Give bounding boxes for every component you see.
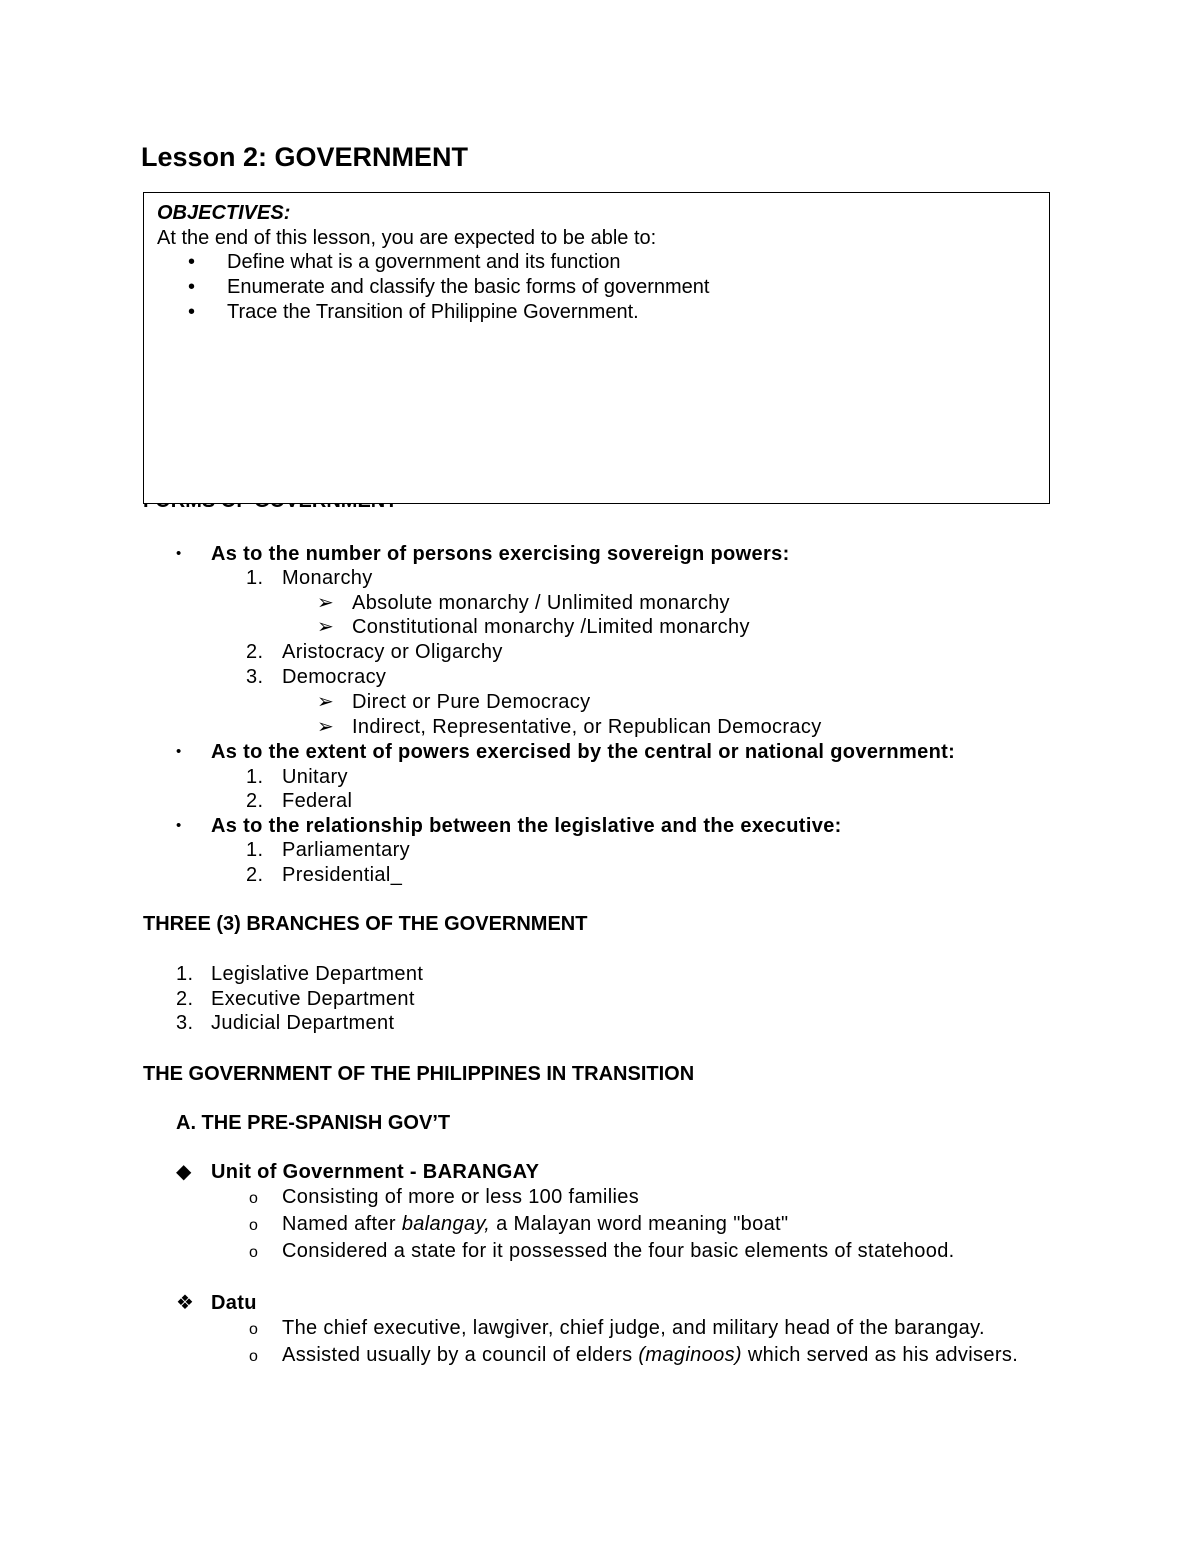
barangay-item: Considered a state for it possessed the four basic elements of statehood. bbox=[282, 1240, 955, 1262]
four-diamond-bullet-icon: ❖ bbox=[176, 1292, 194, 1314]
list-item: Aristocracy or Oligarchy bbox=[282, 641, 503, 663]
arrowhead-icon: ➢ bbox=[317, 592, 334, 614]
bullet-dot-icon: • bbox=[188, 251, 196, 273]
objectives-heading: OBJECTIVES: bbox=[157, 202, 291, 224]
list-item: Legislative Department bbox=[211, 963, 424, 985]
datu-item: The chief executive, lawgiver, chief judge, and military head of the barangay. bbox=[282, 1317, 985, 1339]
objective-item: Trace the Transition of Philippine Government. bbox=[227, 301, 639, 323]
circle-bullet-icon: o bbox=[249, 1348, 258, 1365]
list-item: Executive Department bbox=[211, 988, 415, 1010]
maginoos-word: (maginoos) bbox=[638, 1344, 742, 1366]
barangay-item: Consisting of more or less 100 families bbox=[282, 1186, 640, 1208]
list-item: Unitary bbox=[282, 766, 348, 788]
list-number: 2. bbox=[246, 864, 264, 886]
objective-item: Define what is a government and its function bbox=[227, 251, 621, 273]
list-number: 2. bbox=[246, 790, 264, 812]
bullet-dot-icon: • bbox=[176, 545, 182, 562]
arrowhead-icon: ➢ bbox=[317, 616, 334, 638]
barangay-label: Unit of Government - BARANGAY bbox=[211, 1161, 540, 1183]
list-number: 3. bbox=[246, 666, 264, 688]
datu-item: Assisted usually by a council of elders (maginoos) which served as his advisers. bbox=[282, 1344, 1019, 1366]
circle-bullet-icon: o bbox=[249, 1217, 258, 1234]
list-item: Monarchy bbox=[282, 567, 373, 589]
list-item: Democracy bbox=[282, 666, 387, 688]
arrowhead-icon: ➢ bbox=[317, 691, 334, 713]
list-item: Judicial Department bbox=[211, 1012, 395, 1034]
sub-item: Indirect, Representative, or Republican Democracy bbox=[352, 716, 822, 738]
diamond-bullet-icon: ◆ bbox=[176, 1161, 192, 1183]
list-number: 2. bbox=[176, 988, 194, 1010]
bullet-dot-icon: • bbox=[188, 301, 196, 323]
list-item: Presidential_ bbox=[282, 864, 403, 886]
bullet-dot-icon: • bbox=[188, 276, 196, 298]
list-number: 1. bbox=[246, 839, 264, 861]
list-number: 1. bbox=[176, 963, 194, 985]
sub-item: Absolute monarchy / Unlimited monarchy bbox=[352, 592, 730, 614]
arrowhead-icon: ➢ bbox=[317, 716, 334, 738]
objectives-intro: At the end of this lesson, you are expected to be able to: bbox=[157, 227, 657, 249]
barangay-item: Named after balangay, a Malayan word meaning "boat" bbox=[282, 1213, 789, 1235]
list-number: 2. bbox=[246, 641, 264, 663]
circle-bullet-icon: o bbox=[249, 1244, 258, 1261]
list-number: 1. bbox=[246, 766, 264, 788]
barangay-word: balangay, bbox=[401, 1213, 491, 1235]
circle-bullet-icon: o bbox=[249, 1321, 258, 1338]
bullet-dot-icon: • bbox=[176, 817, 182, 834]
list-item: Parliamentary bbox=[282, 839, 410, 861]
list-number: 1. bbox=[246, 567, 264, 589]
pre-spanish-subheading: A. THE PRE-SPANISH GOV’T bbox=[176, 1112, 451, 1134]
branches-heading: THREE (3) BRANCHES OF THE GOVERNMENT bbox=[143, 913, 588, 935]
criterion-label: As to the extent of powers exercised by the central or national government: bbox=[211, 741, 956, 763]
sub-item: Direct or Pure Democracy bbox=[352, 691, 591, 713]
forms-heading-clipped bbox=[143, 503, 543, 512]
circle-bullet-icon: o bbox=[249, 1190, 258, 1207]
lesson-title: Lesson 2: GOVERNMENT bbox=[141, 142, 469, 172]
objective-item: Enumerate and classify the basic forms of government bbox=[227, 276, 710, 298]
sub-item: Constitutional monarchy /Limited monarchy bbox=[352, 616, 750, 638]
datu-label: Datu bbox=[211, 1292, 257, 1314]
list-item: Federal bbox=[282, 790, 353, 812]
criterion-label: As to the number of persons exercising sovereign powers: bbox=[211, 543, 790, 565]
transition-heading: THE GOVERNMENT OF THE PHILIPPINES IN TRANSITION bbox=[143, 1063, 695, 1085]
bullet-dot-icon: • bbox=[176, 743, 182, 760]
criterion-label: As to the relationship between the legislative and the executive: bbox=[211, 815, 842, 837]
list-number: 3. bbox=[176, 1012, 194, 1034]
